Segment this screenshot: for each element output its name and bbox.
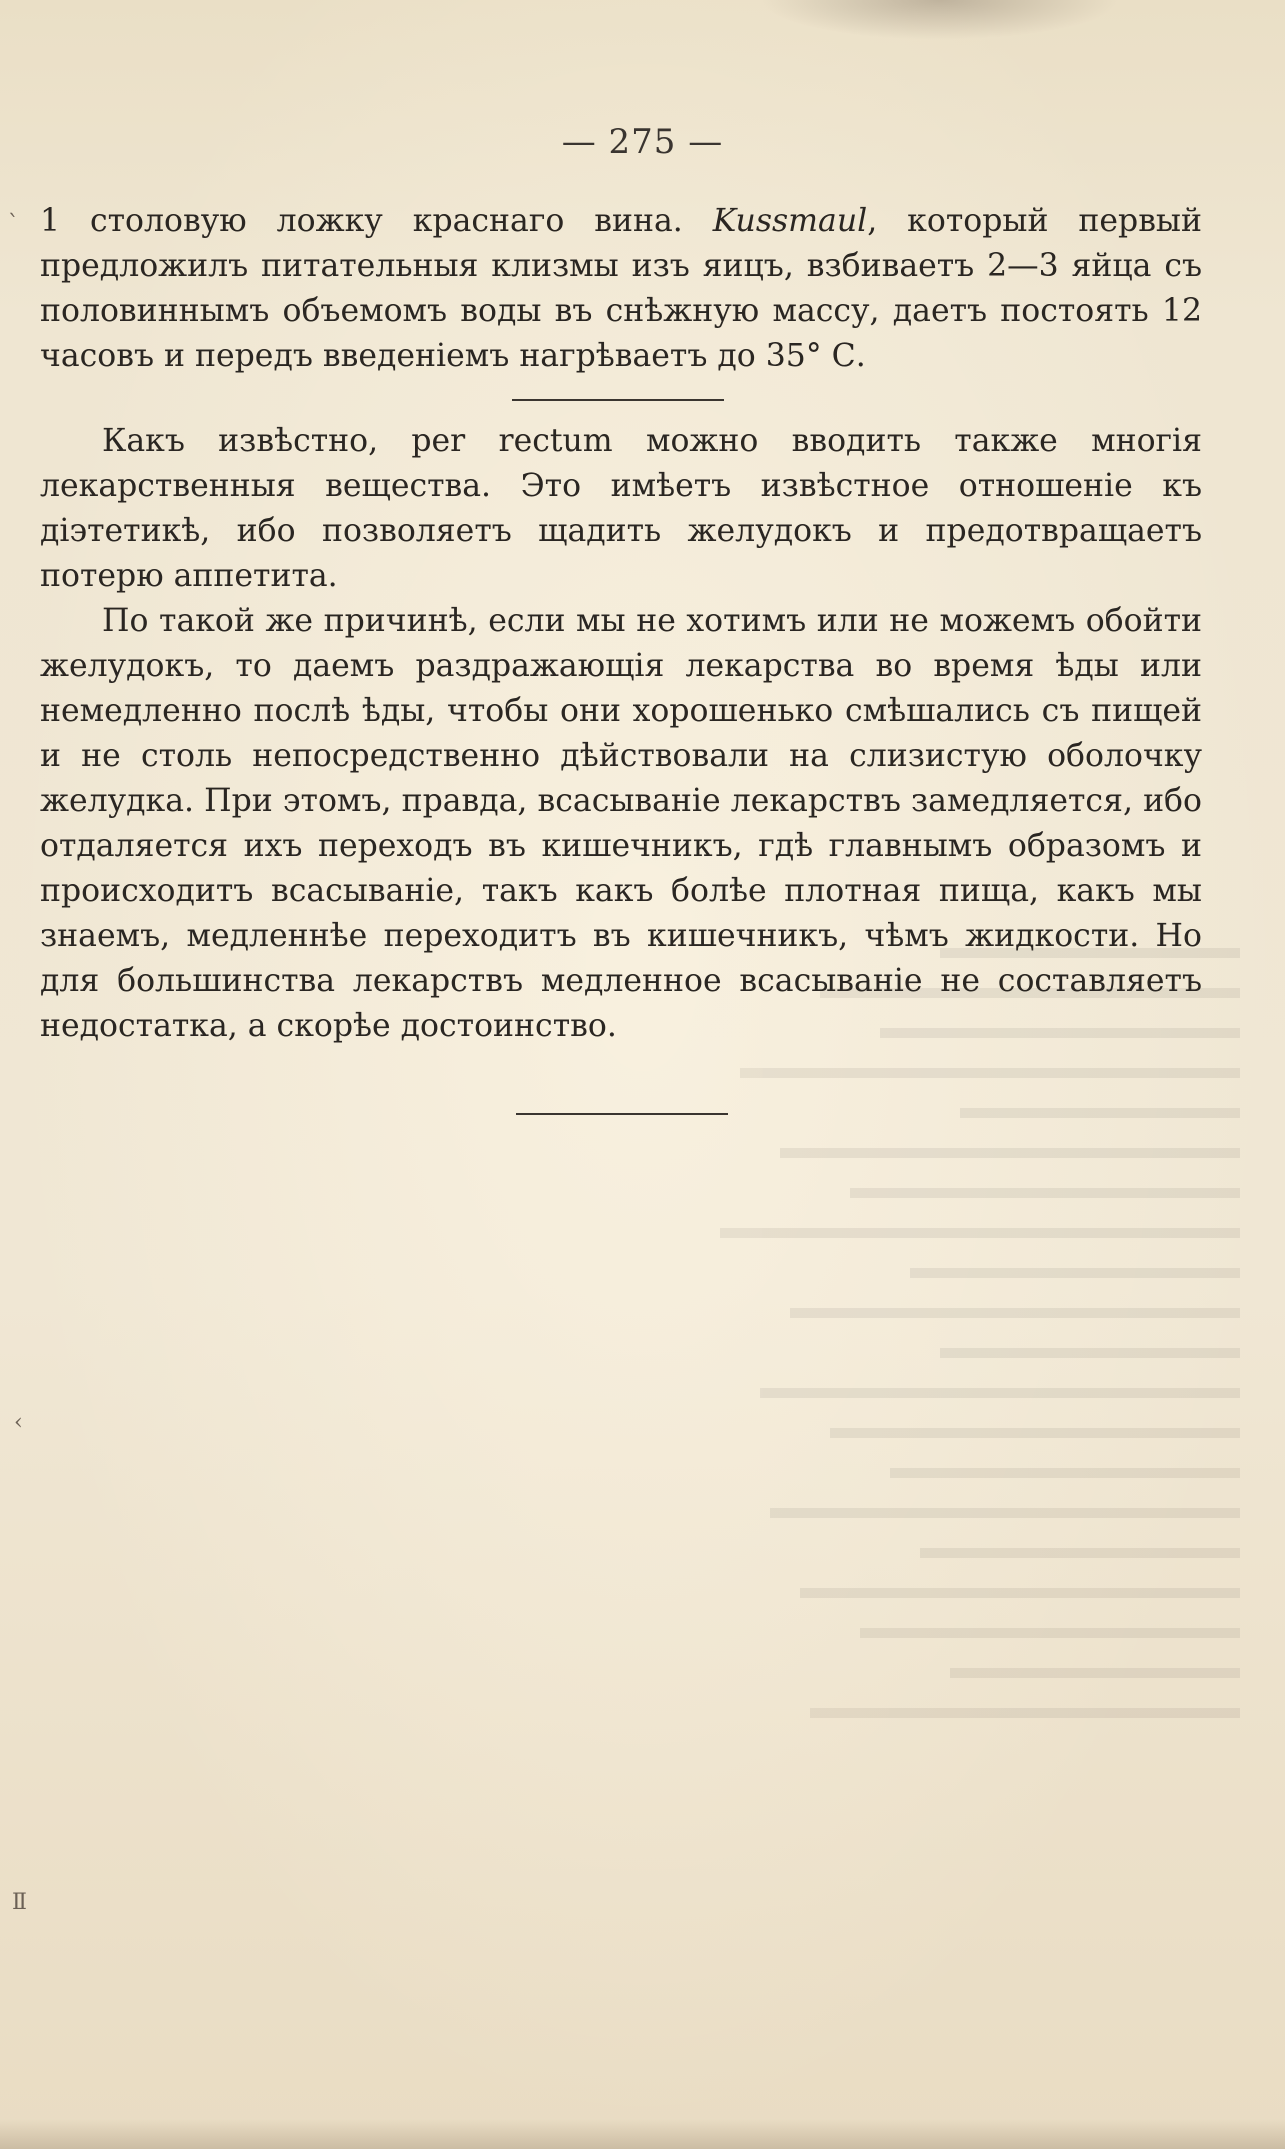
paragraph-text: 1 столовую ложку краснаго вина. Kussmaul, который первый предложилъ питательныя клизмы изъ яицъ, взбиваетъ 2—3 яйца съ половиннымъ объемомъ воды въ снѣжную массу, даетъ постоять 12 часовъ и передъ введеніемъ нагрѣваетъ до 35° С. — [40, 203, 1202, 374]
page-edge-shadow — [760, 0, 1120, 40]
page-edge-shadow — [0, 2119, 1285, 2149]
section-body — [40, 419, 1202, 1049]
section-divider — [512, 399, 724, 401]
margin-mark: ˋ — [8, 212, 19, 237]
paragraph-continuation — [40, 199, 1202, 379]
bleed-through-text — [560, 930, 1240, 1830]
paragraph-medicines-per-rectum: Какъ извѣстно, per rectum можно вводить также многія лекарственныя вещества. Это имѣетъ извѣстное отношеніе къ діэтетикѣ, ибо позволяетъ щадить желудокъ и предотвращаетъ потерю аппетита. — [40, 423, 1202, 594]
paragraph-medicines-with-food: По такой же причинѣ, если мы не хотимъ или не можемъ обойти желудокъ, то даемъ раздражающія лекарства во время ѣды или немедленно послѣ ѣды, чтобы они хорошенько смѣшались съ пищей и не столь непосредственно дѣйствовали на слизистую оболочку желудка. При этомъ, правда, всасываніе лекарствъ замедляется, ибо отдаляется ихъ переходъ въ кишечникъ, гдѣ главнымъ образомъ и происходитъ всасываніе, такъ какъ болѣе плотная пища, какъ мы знаемъ, медленнѣе переходитъ въ кишечникъ, чѣмъ жидкости. Но для большинства лекарствъ медленное всасываніе не составляетъ недостатка, а скорѣе достоинство. — [40, 603, 1202, 1044]
margin-mark: ‹ — [14, 1410, 23, 1435]
page-number: — 275 — — [561, 122, 724, 162]
end-divider — [516, 1113, 728, 1115]
margin-mark: Ⅱ — [12, 1890, 27, 1915]
author-name: Kussmaul — [712, 203, 868, 239]
